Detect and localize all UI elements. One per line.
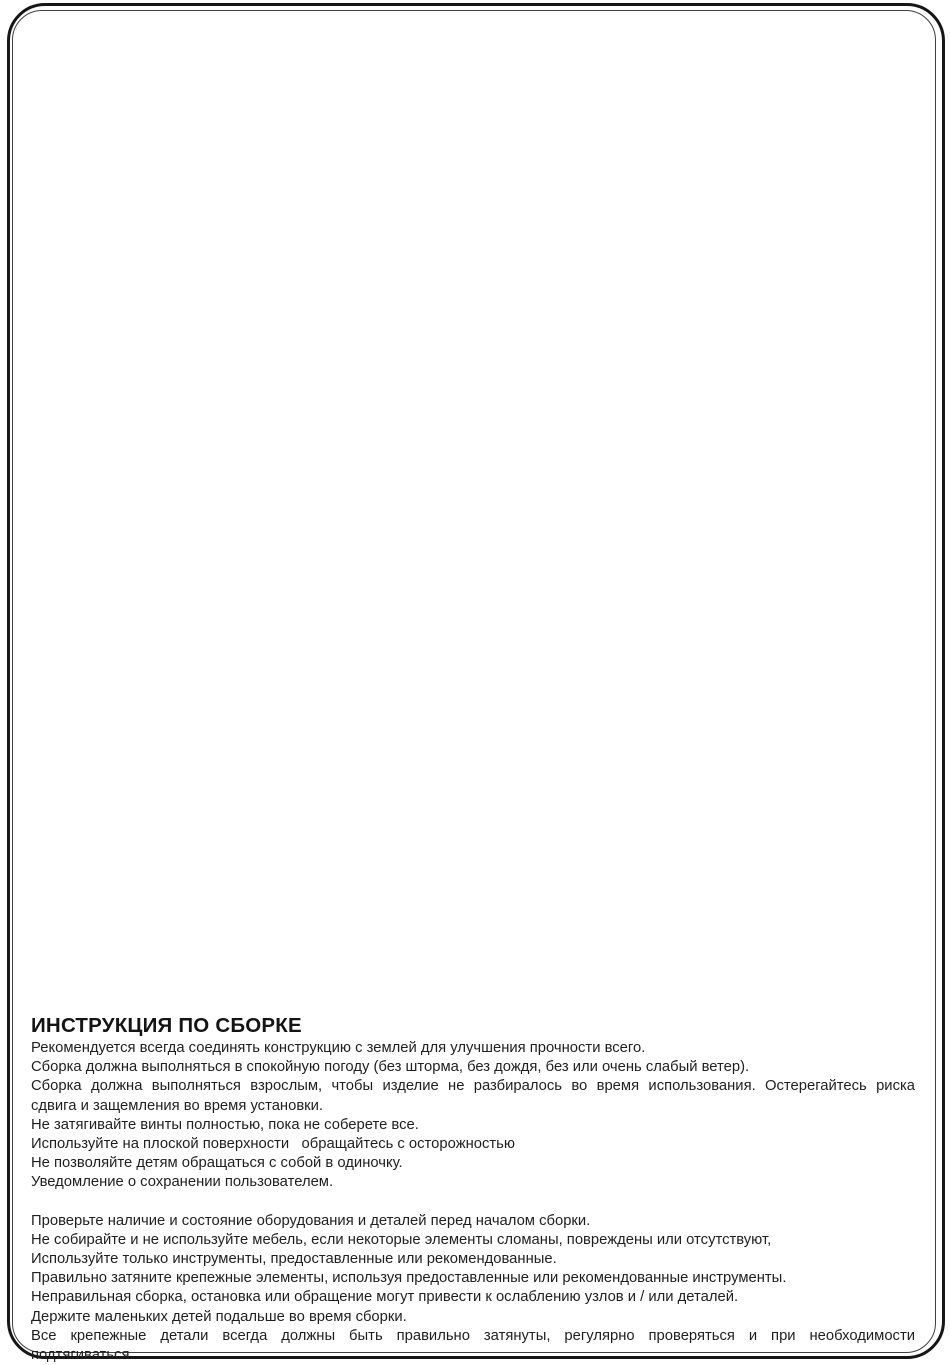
section-spacer xyxy=(31,1193,915,1212)
page-title: ИНСТРУКЦИЯ ПО СБОРКЕ xyxy=(31,1014,302,1037)
instruction-line: Сборка должна выполняться в спокойную погоду (без шторма, без дождя, без или очень слабый ветер). xyxy=(31,1059,750,1076)
instruction-line: Используйте на плоской поверхности обращайтесь с осторожностью xyxy=(31,1136,515,1153)
instruction-line: Не затягивайте винты полностью, пока не соберете все. xyxy=(31,1116,419,1133)
instruction-line: Не собирайте и не используйте мебель, если некоторые элементы сломаны, повреждены или отсутствуют, xyxy=(31,1231,772,1248)
instruction-line: Уведомление о сохранении пользователем. xyxy=(31,1174,334,1191)
instruction-line: Правильно затяните крепежные элементы, используя предоставленные или рекомендованные инструменты. xyxy=(31,1270,787,1287)
instruction-line: подтягиваться. xyxy=(31,1347,134,1364)
instruction-line: Все крепежные детали всегда должны быть правильно затянуты, регулярно проверяться и при необходимости xyxy=(31,1327,915,1344)
instruction-section-general xyxy=(31,1039,915,1193)
instruction-section-checks xyxy=(31,1212,915,1365)
instruction-line: Сборка должна выполняться взрослым, чтобы изделие не разбиралось во время использования. Остерегайтесь риска xyxy=(31,1078,915,1095)
instruction-line: сдвига и защемления во время установки. xyxy=(31,1097,324,1114)
instruction-line: Рекомендуется всегда соединять конструкцию с землей для улучшения прочности всего. xyxy=(31,1040,646,1056)
instruction-line: Не позволяйте детям обращаться с собой в одиночку. xyxy=(31,1155,403,1172)
instruction-line: Держите маленьких детей подальше во время сборки. xyxy=(31,1308,407,1325)
instruction-line: Используйте только инструменты, предоставленные или рекомендованные. xyxy=(31,1251,557,1268)
assembly-instructions-block xyxy=(31,1013,915,1365)
instruction-line: Неправильная сборка, остановка или обращение могут привести к ослаблению узлов и / или деталей. xyxy=(31,1289,739,1306)
instruction-line: Проверьте наличие и состояние оборудования и деталей перед началом сборки. xyxy=(31,1212,591,1229)
